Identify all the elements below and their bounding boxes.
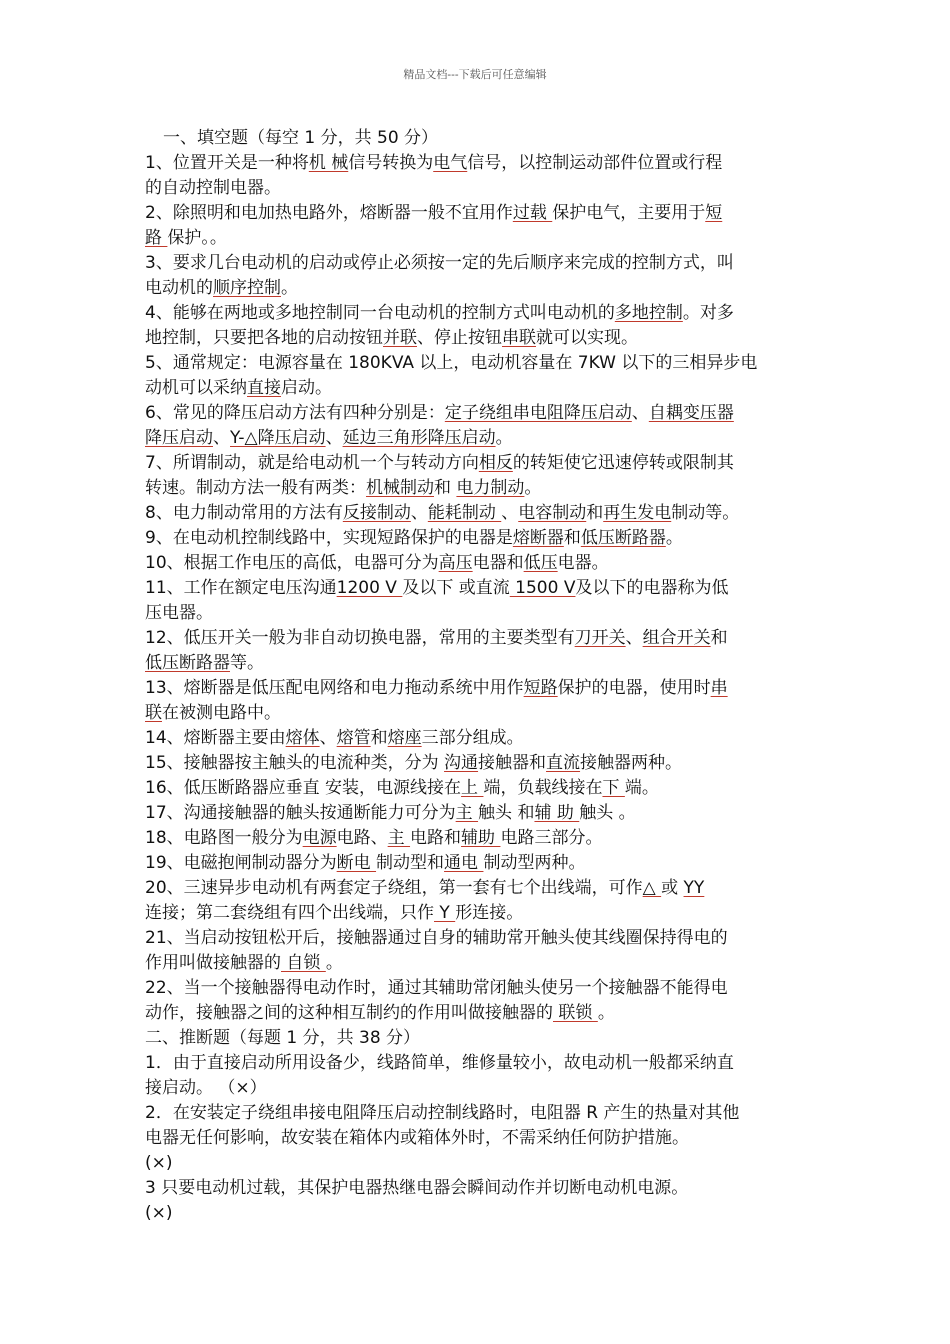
answer-fill: 通电 [444, 853, 484, 873]
text-run: 。 [665, 528, 683, 548]
text-run: 、 [501, 503, 519, 523]
answer-fill: 过载 [512, 203, 553, 223]
text-run: (×) [145, 1153, 173, 1173]
text-run: 10、根据工作电压的高低，电器可分为 [145, 553, 439, 573]
text-line [145, 926, 810, 951]
text-run: 电动机的 [145, 278, 213, 298]
text-line [145, 676, 810, 701]
answer-fill: 并联 [383, 328, 417, 348]
text-line [145, 626, 810, 651]
answer-fill: 联 [145, 703, 162, 723]
text-run: 电路和 [410, 828, 462, 848]
text-run: 1、位置开关是一种将 [145, 153, 309, 173]
text-run: 地控制，只要把各地的启动按钮 [145, 328, 383, 348]
text-run: 保护的电器，使用时 [557, 678, 711, 698]
text-line [145, 301, 810, 326]
text-line [145, 1151, 810, 1176]
text-run: 启动。 [281, 378, 332, 398]
text-line [145, 276, 810, 301]
text-run: 压电器。 [145, 603, 213, 623]
text-line [145, 376, 810, 401]
answer-fill: 上 [461, 778, 484, 798]
text-run: 。 [524, 478, 542, 498]
text-run: 接触器两种。 [580, 753, 683, 773]
text-line [145, 226, 810, 251]
answer-fill: 辅 助 [534, 803, 580, 823]
answer-fill: 低压断路器 [580, 528, 666, 548]
text-run: 22、当一个接触器得电动作时，通过其辅助常闭触头使另一个接触器不能得电 [145, 978, 728, 998]
text-run: 13、熔断器是低压配电网络和电力拖动系统中用作 [145, 678, 524, 698]
text-run: 2、除照明和电加热电路外，熔断器一般不宜用作 [145, 203, 513, 223]
text-run: 和 [434, 478, 457, 498]
text-line [145, 476, 810, 501]
text-run: 19、电磁抱闸制动器分为 [145, 853, 337, 873]
answer-fill: 降压启动 [145, 428, 213, 448]
answer-fill: 熔管 [336, 728, 371, 748]
text-line [145, 401, 810, 426]
answer-fill: 再生发电 [603, 503, 672, 523]
text-run: 。 [281, 278, 298, 298]
text-run: 的自动控制电器。 [145, 178, 281, 198]
text-run: (×) [145, 1203, 173, 1223]
answer-fill: 沟通 [444, 753, 479, 773]
text-run: 一、填空题（每空 1 分，共 50 分） [163, 128, 439, 148]
text-run: 保护。。 [167, 228, 227, 248]
text-line [145, 776, 810, 801]
text-run: 就可以实现。 [536, 328, 638, 348]
text-run: 及以下的电器称为低 [575, 578, 729, 598]
text-line [145, 876, 810, 901]
answer-fill: 熔断器 [512, 528, 564, 548]
text-line [145, 701, 810, 726]
text-run: 3 只要电动机过载，其保护电器热继电器会瞬间动作并切断电动机电源。 [145, 1178, 689, 1198]
text-run: 及以下 或直流 [402, 578, 510, 598]
text-line [145, 826, 810, 851]
text-run: 的转矩使它迅速停转或限制其 [512, 453, 734, 473]
text-run: 和 [710, 628, 728, 648]
answer-fill: YY [683, 878, 705, 898]
text-run: 制动型和 [376, 853, 445, 873]
text-line [145, 1001, 810, 1026]
answer-fill: 电容制动 [518, 503, 587, 523]
text-run: 14、熔断器主要由 [145, 728, 286, 748]
text-line [145, 351, 810, 376]
text-run: 5、通常规定：电源容量在 180KVA 以上，电动机容量在 7KW 以下的三相异步电 [145, 353, 758, 373]
answer-fill: 延边三角形降压启动 [342, 428, 496, 448]
text-run: 11、工作在额定电压沟通 [145, 578, 337, 598]
answer-fill: 直流 [546, 753, 581, 773]
text-run: 保护电气，主要用于 [552, 203, 706, 223]
answer-fill: 能耗制动 [427, 503, 502, 523]
answer-fill: Y-△降压启动 [230, 428, 326, 448]
text-run: 7、所谓制动，就是给电动机一个与转动方向 [145, 453, 479, 473]
answer-fill: 组合开关 [642, 628, 711, 648]
text-run: 。 [597, 1003, 615, 1023]
text-line [145, 201, 810, 226]
text-line [145, 726, 810, 751]
text-run: 动机可以采纳 [145, 378, 247, 398]
section-heading [145, 126, 810, 151]
text-line [145, 901, 810, 926]
text-run: 等。 [230, 653, 264, 673]
text-run: 、 [625, 628, 643, 648]
text-run: 信号转换为 [348, 153, 434, 173]
text-line [145, 751, 810, 776]
text-run: 信号，以控制运动部件位置或行程 [467, 153, 723, 173]
text-line [145, 326, 810, 351]
text-run: 3、要求几台电动机的启动或停止必须按一定的先后顺序来完成的控制方式，叫 [145, 253, 734, 273]
answer-fill: 串 [710, 678, 728, 698]
answer-fill: 路 [145, 228, 168, 248]
text-run: 电器和 [472, 553, 524, 573]
text-run: 动作，接触器之间的这种相互制约的作用叫做接触器的 [145, 1003, 553, 1023]
page-header: 精品文档---下载后可任意编辑 [403, 68, 547, 81]
answer-fill: 定子绕组串电阻降压启动 [444, 403, 632, 423]
text-run: 二、推断题（每题 1 分，共 38 分） [145, 1028, 421, 1048]
text-line [145, 251, 810, 276]
answer-fill: 顺序控制 [213, 278, 281, 298]
answer-fill: 高压 [438, 553, 473, 573]
text-run: 。对多 [682, 303, 734, 323]
text-run: 。 [495, 428, 513, 448]
text-line [145, 1076, 810, 1101]
answer-fill: 主 [387, 828, 411, 848]
text-line [145, 576, 810, 601]
answer-fill: 电气 [433, 153, 468, 173]
answer-fill: 电源 [302, 828, 337, 848]
text-line [145, 501, 810, 526]
text-run: 16、低压断路器应垂直 安装，电源线接在 [145, 778, 462, 798]
text-run: 、 [213, 428, 230, 448]
text-line [145, 951, 810, 976]
text-line [145, 1176, 810, 1201]
text-line [145, 151, 810, 176]
text-run: 形连接。 [455, 903, 524, 923]
answer-fill: △ [642, 878, 662, 898]
answer-fill: 辅助 [461, 828, 501, 848]
answer-fill: 串联 [502, 328, 536, 348]
answer-fill: 主 [455, 803, 479, 823]
text-run: 1．由于直接启动所用设备少，线路简单，维修量较小，故电动机一般都采纳直 [145, 1053, 734, 1073]
section-heading [145, 1026, 810, 1051]
answer-fill: 相反 [478, 453, 513, 473]
text-line [145, 651, 810, 676]
answer-fill: 短 [705, 203, 723, 223]
text-line [145, 1101, 810, 1126]
text-run: 接启动。 （×） [145, 1078, 267, 1098]
answer-fill: 联锁 [553, 1003, 598, 1023]
answer-fill: 短路 [523, 678, 558, 698]
text-run: 4、能够在两地或多地控制同一台电动机的控制方式叫电动机的 [145, 303, 615, 323]
text-run: 端。 [624, 778, 659, 798]
text-run: 和 [563, 528, 581, 548]
answer-fill: 低压断路器 [145, 653, 230, 673]
text-run: 电路三部分。 [500, 828, 603, 848]
answer-fill: 熔座 [387, 728, 422, 748]
answer-fill: 自耦变压器 [648, 403, 734, 423]
text-run: 电路、 [336, 828, 388, 848]
text-run: 三部分组成。 [421, 728, 524, 748]
answer-fill: 机械制动 [366, 478, 434, 498]
text-run: 15、接触器按主触头的电流种类，分为 [145, 753, 445, 773]
text-line [145, 851, 810, 876]
text-line [145, 526, 810, 551]
text-run: 和 [370, 728, 388, 748]
text-run: 在被测电路中。 [162, 703, 281, 723]
text-run: 端，负载线接在 [483, 778, 603, 798]
text-run: 9、在电动机控制线路中，实现短路保护的电器是 [145, 528, 513, 548]
answer-fill: 下 [602, 778, 625, 798]
text-run: 电器无任何影响，故安装在箱体内或箱体外时，不需采纳任何防护措施。 [145, 1128, 689, 1148]
text-line [145, 451, 810, 476]
answer-fill: 1200 V [336, 578, 403, 598]
text-run: 17、沟通接触器的触头按通断能力可分为 [145, 803, 456, 823]
text-run: 连接；第二套绕组有四个出线端，只作 [145, 903, 434, 923]
text-line [145, 976, 810, 1001]
answer-fill: 1500 V [509, 578, 576, 598]
text-run: 、停止按钮 [417, 328, 502, 348]
text-run: 、 [410, 503, 428, 523]
text-run: 触头 。 [579, 803, 636, 823]
text-run: 2．在安装定子绕组串接电阻降压启动控制线路时，电阻器 R 产生的热量对其他 [145, 1103, 740, 1123]
answer-fill: 断电 [336, 853, 377, 873]
text-run: 12、低压开关一般为非自动切换电器，常用的主要类型有 [145, 628, 575, 648]
text-run: 6、常见的降压启动方法有四种分别是： [145, 403, 445, 423]
answer-fill: 反接制动 [342, 503, 411, 523]
text-run: 8、电力制动常用的方法有 [145, 503, 343, 523]
text-run: 。 [325, 953, 343, 973]
text-line [145, 1201, 810, 1226]
answer-fill: Y [434, 903, 456, 923]
text-run: 和 [586, 503, 604, 523]
text-run: 转速。制动方法一般有两类： [145, 478, 366, 498]
text-run: 触头 和 [478, 803, 535, 823]
text-run: 接触器和 [478, 753, 547, 773]
text-run: 电器。 [557, 553, 609, 573]
text-run: 、 [319, 728, 337, 748]
answer-fill: 熔体 [285, 728, 320, 748]
text-line [145, 801, 810, 826]
text-run: 21、当启动按钮松开后，接触器通过自身的辅助常开触头使其线圈保持得电的 [145, 928, 728, 948]
text-line [145, 1126, 810, 1151]
answer-fill: 机 械 [308, 153, 349, 173]
text-line [145, 601, 810, 626]
text-run: 或 [661, 878, 684, 898]
text-run: 制动型两种。 [483, 853, 586, 873]
text-run: 、 [631, 403, 649, 423]
text-run: 20、三速异步电动机有两套定子绕组，第一套有七个出线端，可作 [145, 878, 643, 898]
answer-fill: 刀开关 [574, 628, 626, 648]
text-line [145, 176, 810, 201]
answer-fill: 多地控制 [614, 303, 683, 323]
answer-fill: 自锁 [281, 953, 326, 973]
text-run: 制动等。 [671, 503, 740, 523]
answer-fill: 低压 [523, 553, 558, 573]
text-line [145, 551, 810, 576]
text-run: 18、电路图一般分为 [145, 828, 303, 848]
text-run: 作用叫做接触器的 [145, 953, 281, 973]
answer-fill: 电力制动 [456, 478, 525, 498]
document-body [145, 126, 810, 1226]
text-line [145, 1051, 810, 1076]
text-line [145, 426, 810, 451]
answer-fill: 直接 [247, 378, 281, 398]
text-run: 、 [325, 428, 343, 448]
